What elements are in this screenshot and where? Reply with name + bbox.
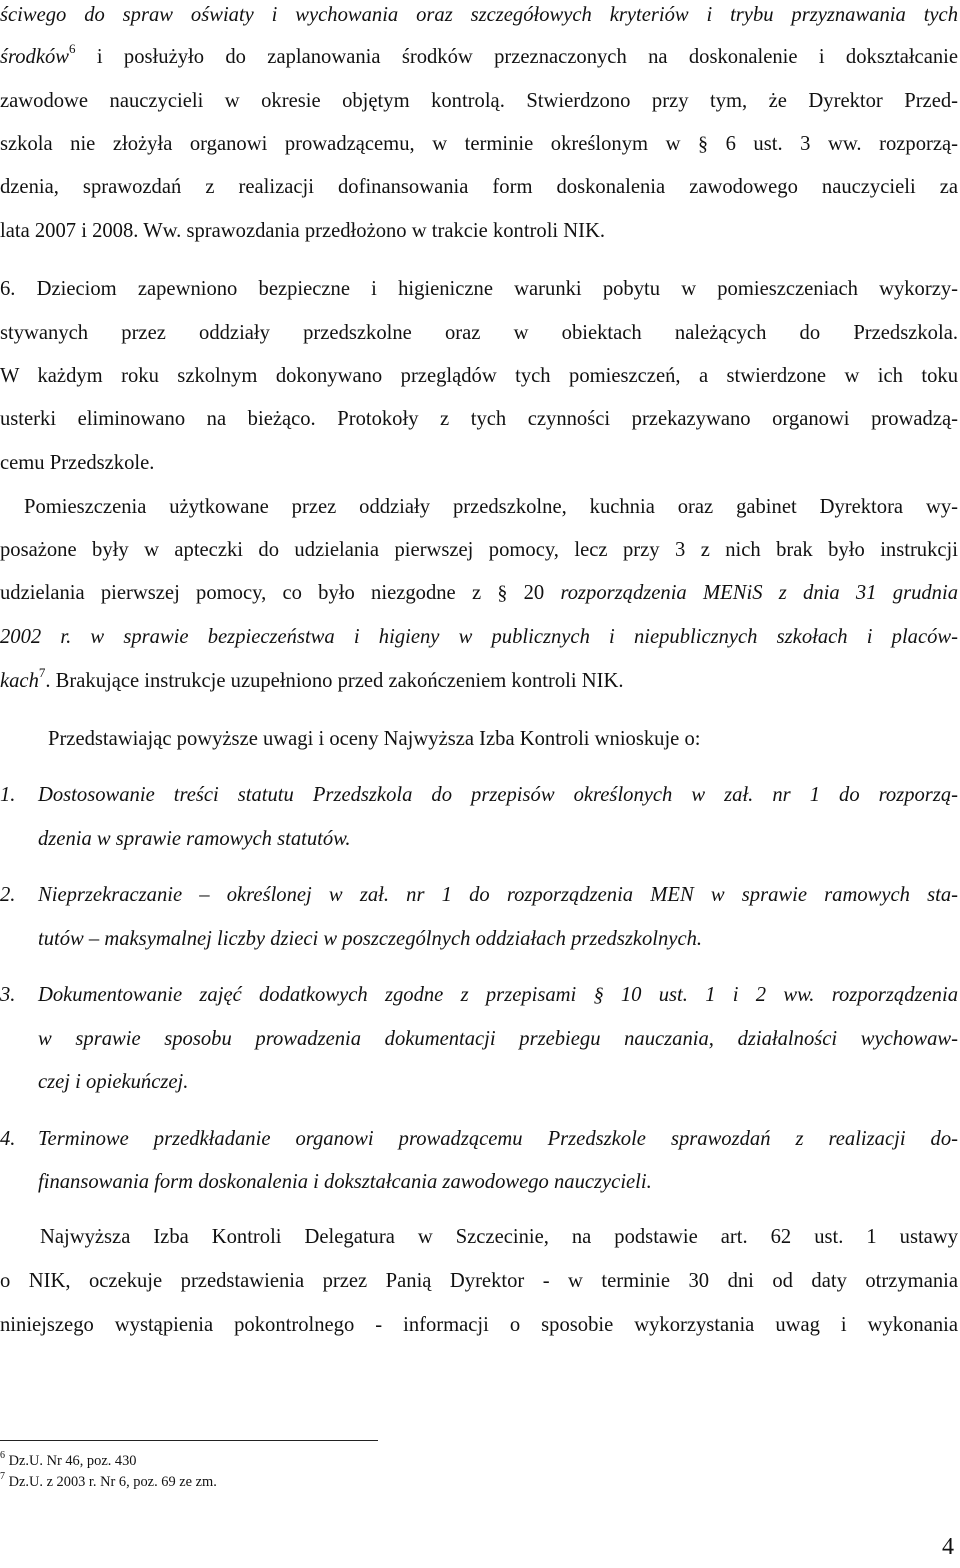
footnote-text: Dz.U. z 2003 r. Nr 6, poz. 69 ze zm. bbox=[5, 1474, 217, 1490]
text-span: Dokumentowanie zajęć dodatkowych zgodne z przepisami bbox=[38, 984, 594, 1006]
text-line: o NIK, oczekuje przedstawienia przez Panią Dyrektor - w terminie 30 dni od daty otrzymania bbox=[0, 1270, 958, 1292]
footnote-mark: 6 bbox=[0, 1450, 5, 1462]
text-line bbox=[0, 666, 958, 696]
text-span: udzielania pierwszej pomocy, co było niezgodne z bbox=[0, 582, 498, 604]
text-line: finansowania form doskonalenia i dokształcania zawodowego nauczycieli. bbox=[38, 1171, 652, 1193]
text-line: posażone były w apteczki do udzielania pierwszej pomocy, lecz przy 3 z nich brak było instrukcji bbox=[0, 539, 958, 561]
text-line: tutów – maksymalnej liczby dzieci w poszczególnych oddziałach przedszkolnych. bbox=[38, 928, 703, 950]
text-span: rozporządzenia MENiS z dnia 31 grudnia bbox=[560, 582, 958, 604]
text-line: Najwyższa Izba Kontroli Delegatura w Szczecinie, na podstawie art. 62 ust. 1 ustawy bbox=[40, 1226, 958, 1248]
text-line: zawodowe nauczycieli w okresie objętym kontrolą. Stwierdzono przy tym, że Dyrektor Przed- bbox=[0, 90, 958, 112]
text-line: W każdym roku szkolnym dokonywano przeglądów tych pomieszczeń, a stwierdzone w ich toku bbox=[0, 365, 958, 387]
footnote-ref-7: 7 bbox=[38, 665, 46, 681]
text-line bbox=[38, 980, 958, 1010]
text-line: usterki eliminowano na bieżąco. Protokoły z tych czynności przekazywano organowi prowadzą- bbox=[0, 408, 958, 430]
footnote-mark: 7 bbox=[0, 1471, 5, 1483]
footnote-text: Dz.U. Nr 46, poz. 430 bbox=[5, 1453, 137, 1469]
section-sign: § bbox=[593, 984, 604, 1006]
text-line bbox=[0, 129, 958, 159]
list-item-number: 4. bbox=[0, 1128, 16, 1150]
footnote-7 bbox=[0, 1473, 217, 1491]
text-line: Nieprzekraczanie – określonej w zał. nr 1 do rozporządzenia MEN w sprawie ramowych sta- bbox=[38, 884, 958, 906]
text-line: Terminowe przedkładanie organowi prowadzącemu Przedszkole sprawozdań z realizacji do- bbox=[38, 1128, 958, 1150]
text-span: kach bbox=[0, 670, 39, 692]
text-span: . Brakujące instrukcje uzupełniono przed zakończeniem kontroli NIK. bbox=[45, 670, 624, 692]
text-line bbox=[0, 42, 958, 72]
text-line: czej i opiekuńczej. bbox=[38, 1071, 189, 1093]
text-line: cemu Przedszkole. bbox=[0, 452, 155, 474]
text-line: dzenia, sprawozdań z realizacji dofinansowania form doskonalenia zawodowego nauczycieli za bbox=[0, 176, 958, 198]
text-span: środków bbox=[0, 46, 70, 68]
section-sign: § bbox=[497, 582, 508, 604]
list-item-number: 3. bbox=[0, 984, 16, 1006]
text-span: 20 bbox=[507, 582, 561, 604]
text-line: Pomieszczenia użytkowane przez oddziały przedszkolne, kuchnia oraz gabinet Dyrektora wy- bbox=[24, 496, 958, 518]
list-item-number: 2. bbox=[0, 884, 16, 906]
footnote-ref-6: 6 bbox=[69, 41, 76, 57]
text-line: niniejszego wystąpienia pokontrolnego - informacji o sposobie wykorzystania uwag i wykonania bbox=[0, 1314, 958, 1336]
text-line: 2002 r. w sprawie bezpieczeństwa i higieny w publicznych i niepublicznych szkołach i placów- bbox=[0, 626, 958, 648]
footnote-separator bbox=[0, 1440, 378, 1441]
text-span: szkola nie złożyła organowi prowadzącemu, w terminie określonym w bbox=[0, 133, 699, 155]
text-line: lata 2007 i 2008. Ww. sprawozdania przedłożono w trakcie kontroli NIK. bbox=[0, 220, 606, 242]
text-span: 6 ust. 3 ww. rozporzą- bbox=[708, 133, 958, 155]
text-line: Dostosowanie treści statutu Przedszkola do przepisów określonych w zał. nr 1 do rozporzą- bbox=[38, 784, 958, 806]
page-number: 4 bbox=[942, 1534, 954, 1560]
list-item-number: 1. bbox=[0, 784, 16, 806]
text-line: 6. Dzieciom zapewniono bezpieczne i higieniczne warunki pobytu w pomieszczeniach wykorzy- bbox=[0, 278, 958, 300]
text-line: ściwego do spraw oświaty i wychowania oraz szczegółowych kryteriów i trybu przyznawania tych bbox=[0, 4, 958, 26]
section-sign: § bbox=[698, 133, 709, 155]
text-line bbox=[0, 578, 958, 608]
text-line: w sprawie sposobu prowadzenia dokumentacji przebiegu nauczania, działalności wychowaw- bbox=[38, 1028, 958, 1050]
text-span: i posłużyło do zaplanowania środków przeznaczonych na doskonalenie i dokształcanie bbox=[75, 46, 958, 68]
footnote-6 bbox=[0, 1452, 137, 1470]
requests-intro: Przedstawiając powyższe uwagi i oceny Najwyższa Izba Kontroli wnioskuje o: bbox=[48, 728, 701, 750]
text-line: dzenia w sprawie ramowych statutów. bbox=[38, 828, 351, 850]
text-line: stywanych przez oddziały przedszkolne oraz w obiektach należących do Przedszkola. bbox=[0, 322, 958, 344]
text-span: 10 ust. 1 i 2 ww. rozporządzenia bbox=[603, 984, 958, 1006]
